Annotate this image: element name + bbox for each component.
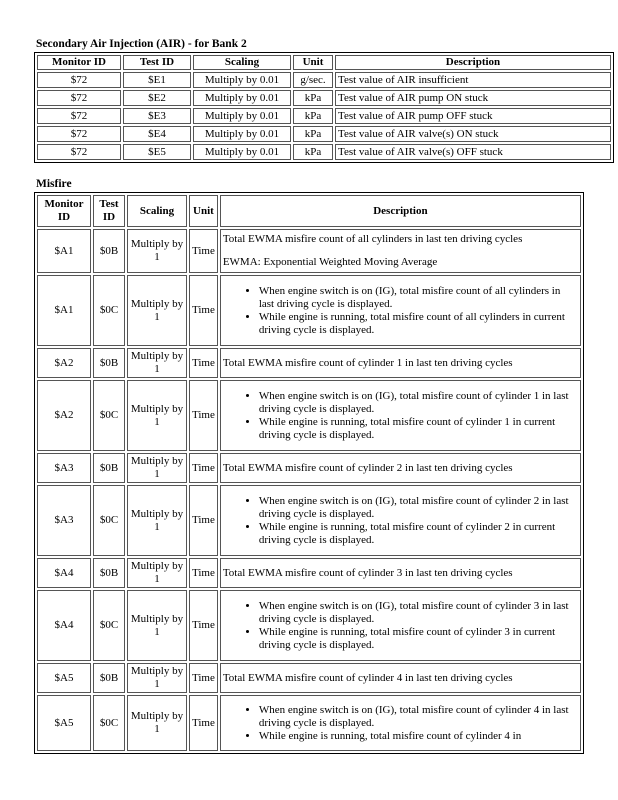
description-paragraph: Total EWMA misfire count of cylinder 1 in last ten driving cycles xyxy=(222,356,513,369)
test-id-cell: $E4 xyxy=(123,126,191,142)
description-cell: Test value of AIR valve(s) ON stuck xyxy=(335,126,611,142)
scaling-cell: Multiply by 1 xyxy=(127,695,187,751)
description-paragraph: EWMA: Exponential Weighted Moving Average xyxy=(222,256,438,268)
description-bullet: • When engine switch is on (IG), total misfire count of cylinder 1 in last driving cycle is displayed. xyxy=(259,390,578,416)
scaling-cell: Multiply by 1 xyxy=(127,348,187,378)
description-bullet-list xyxy=(223,600,578,652)
unit-cell: Time xyxy=(189,485,218,556)
unit-cell: g/sec. xyxy=(293,72,333,88)
monitor-id-cell: $A4 xyxy=(37,590,91,661)
unit-cell: kPa xyxy=(293,144,333,160)
test-id-cell: $0C xyxy=(93,590,125,661)
monitor-id-cell: $A4 xyxy=(37,558,91,588)
air-table-row xyxy=(37,108,611,124)
description-cell xyxy=(220,380,581,451)
description-cell xyxy=(220,695,581,751)
unit-cell: Time xyxy=(189,590,218,661)
monitor-id-cell: $A2 xyxy=(37,348,91,378)
misfire-table-row xyxy=(37,485,581,556)
monitor-id-cell: $72 xyxy=(37,108,121,124)
scaling-cell: Multiply by 1 xyxy=(127,663,187,693)
scaling-cell: Multiply by 0.01 xyxy=(193,72,291,88)
monitor-id-cell: $72 xyxy=(37,144,121,160)
test-id-cell: $E5 xyxy=(123,144,191,160)
misfire-header-description: Description xyxy=(220,195,581,227)
scaling-cell: Multiply by 1 xyxy=(127,229,187,273)
misfire-table-row xyxy=(37,229,581,273)
test-id-cell: $0C xyxy=(93,380,125,451)
misfire-header-monitor-id: Monitor ID xyxy=(37,195,91,227)
scaling-cell: Multiply by 1 xyxy=(127,275,187,346)
description-paragraph: Total EWMA misfire count of cylinder 4 in last ten driving cycles xyxy=(222,671,513,684)
air-section-title: Secondary Air Injection (AIR) - for Bank 2 xyxy=(36,38,247,50)
monitor-id-cell: $A1 xyxy=(37,229,91,273)
monitor-id-cell: $72 xyxy=(37,126,121,142)
description-bullet: • When engine switch is on (IG), total misfire count of cylinder 4 in last driving cycle is displayed. xyxy=(259,704,578,730)
misfire-table-row xyxy=(37,695,581,751)
test-id-cell: $E1 xyxy=(123,72,191,88)
misfire-header-unit: Unit xyxy=(189,195,218,227)
air-table-row xyxy=(37,144,611,160)
unit-cell: Time xyxy=(189,348,218,378)
test-id-cell: $E3 xyxy=(123,108,191,124)
misfire-table xyxy=(34,192,584,754)
misfire-header-scaling: Scaling xyxy=(127,195,187,227)
test-id-cell: $0C xyxy=(93,695,125,751)
description-bullet-list xyxy=(223,704,578,743)
misfire-table-row xyxy=(37,663,581,693)
unit-cell: Time xyxy=(189,558,218,588)
scaling-cell: Multiply by 1 xyxy=(127,590,187,661)
test-id-cell: $E2 xyxy=(123,90,191,106)
air-header-description: Description xyxy=(335,55,611,70)
scaling-cell: Multiply by 1 xyxy=(127,380,187,451)
scaling-cell: Multiply by 0.01 xyxy=(193,144,291,160)
scaling-cell: Multiply by 1 xyxy=(127,558,187,588)
description-cell xyxy=(220,348,581,378)
unit-cell: Time xyxy=(189,275,218,346)
unit-cell: Time xyxy=(189,453,218,483)
description-bullet: • While engine is running, total misfire count of cylinder 3 in current driving cycle is displayed. xyxy=(259,626,578,652)
description-cell xyxy=(220,663,581,693)
description-bullet: • When engine switch is on (IG), total misfire count of all cylinders in last driving cycle is displayed. xyxy=(259,285,578,311)
description-bullet: • While engine is running, total misfire count of cylinder 1 in current driving cycle is displayed. xyxy=(259,416,578,442)
description-paragraph: Total EWMA misfire count of cylinder 2 in last ten driving cycles xyxy=(222,461,513,474)
description-cell xyxy=(220,558,581,588)
description-cell xyxy=(220,453,581,483)
description-bullet: • While engine is running, total misfire count of all cylinders in current driving cycle is displayed. xyxy=(259,311,578,337)
monitor-id-cell: $A2 xyxy=(37,380,91,451)
scaling-cell: Multiply by 1 xyxy=(127,453,187,483)
description-paragraph: Total EWMA misfire count of all cylinders in last ten driving cycles xyxy=(222,233,523,245)
description-bullet-list xyxy=(223,285,578,337)
air-table xyxy=(34,52,614,163)
unit-cell: Time xyxy=(189,380,218,451)
description-bullet: • When engine switch is on (IG), total misfire count of cylinder 2 in last driving cycle is displayed. xyxy=(259,495,578,521)
test-id-cell: $0C xyxy=(93,275,125,346)
description-cell xyxy=(220,275,581,346)
test-id-cell: $0B xyxy=(93,348,125,378)
description-bullet-list xyxy=(223,390,578,442)
monitor-id-cell: $A3 xyxy=(37,453,91,483)
misfire-table-row xyxy=(37,453,581,483)
description-cell: Test value of AIR valve(s) OFF stuck xyxy=(335,144,611,160)
scaling-cell: Multiply by 0.01 xyxy=(193,126,291,142)
unit-cell: kPa xyxy=(293,90,333,106)
misfire-header-test-id: Test ID xyxy=(93,195,125,227)
description-bullet: • While engine is running, total misfire count of cylinder 4 in xyxy=(259,730,578,743)
misfire-table-row xyxy=(37,590,581,661)
misfire-table-row xyxy=(37,380,581,451)
test-id-cell: $0B xyxy=(93,453,125,483)
description-cell: Test value of AIR pump ON stuck xyxy=(335,90,611,106)
monitor-id-cell: $72 xyxy=(37,90,121,106)
scaling-cell: Multiply by 0.01 xyxy=(193,108,291,124)
description-cell xyxy=(220,229,581,273)
description-paragraph: Total EWMA misfire count of cylinder 3 in last ten driving cycles xyxy=(222,566,513,579)
monitor-id-cell: $A5 xyxy=(37,663,91,693)
unit-cell: Time xyxy=(189,229,218,273)
description-bullet: • When engine switch is on (IG), total misfire count of cylinder 3 in last driving cycle is displayed. xyxy=(259,600,578,626)
air-table-row xyxy=(37,72,611,88)
misfire-table-row xyxy=(37,348,581,378)
air-header-test-id: Test ID xyxy=(123,55,191,70)
test-id-cell: $0B xyxy=(93,663,125,693)
air-header-row xyxy=(37,55,611,70)
test-id-cell: $0B xyxy=(93,558,125,588)
unit-cell: kPa xyxy=(293,126,333,142)
monitor-id-cell: $A1 xyxy=(37,275,91,346)
monitor-id-cell: $A5 xyxy=(37,695,91,751)
air-table-row xyxy=(37,90,611,106)
monitor-id-cell: $72 xyxy=(37,72,121,88)
monitor-id-cell: $A3 xyxy=(37,485,91,556)
air-table-row xyxy=(37,126,611,142)
unit-cell: kPa xyxy=(293,108,333,124)
scaling-cell: Multiply by 0.01 xyxy=(193,90,291,106)
description-cell xyxy=(220,590,581,661)
air-header-scaling: Scaling xyxy=(193,55,291,70)
scaling-cell: Multiply by 1 xyxy=(127,485,187,556)
misfire-section-title: Misfire xyxy=(36,178,72,190)
unit-cell: Time xyxy=(189,695,218,751)
description-cell: Test value of AIR insufficient xyxy=(335,72,611,88)
misfire-table-row xyxy=(37,275,581,346)
test-id-cell: $0B xyxy=(93,229,125,273)
misfire-table-row xyxy=(37,558,581,588)
description-cell xyxy=(220,485,581,556)
misfire-header-row xyxy=(37,195,581,227)
test-id-cell: $0C xyxy=(93,485,125,556)
description-bullet-list xyxy=(223,495,578,547)
unit-cell: Time xyxy=(189,663,218,693)
air-header-unit: Unit xyxy=(293,55,333,70)
air-header-monitor-id: Monitor ID xyxy=(37,55,121,70)
description-cell: Test value of AIR pump OFF stuck xyxy=(335,108,611,124)
description-bullet: • While engine is running, total misfire count of cylinder 2 in current driving cycle is displayed. xyxy=(259,521,578,547)
